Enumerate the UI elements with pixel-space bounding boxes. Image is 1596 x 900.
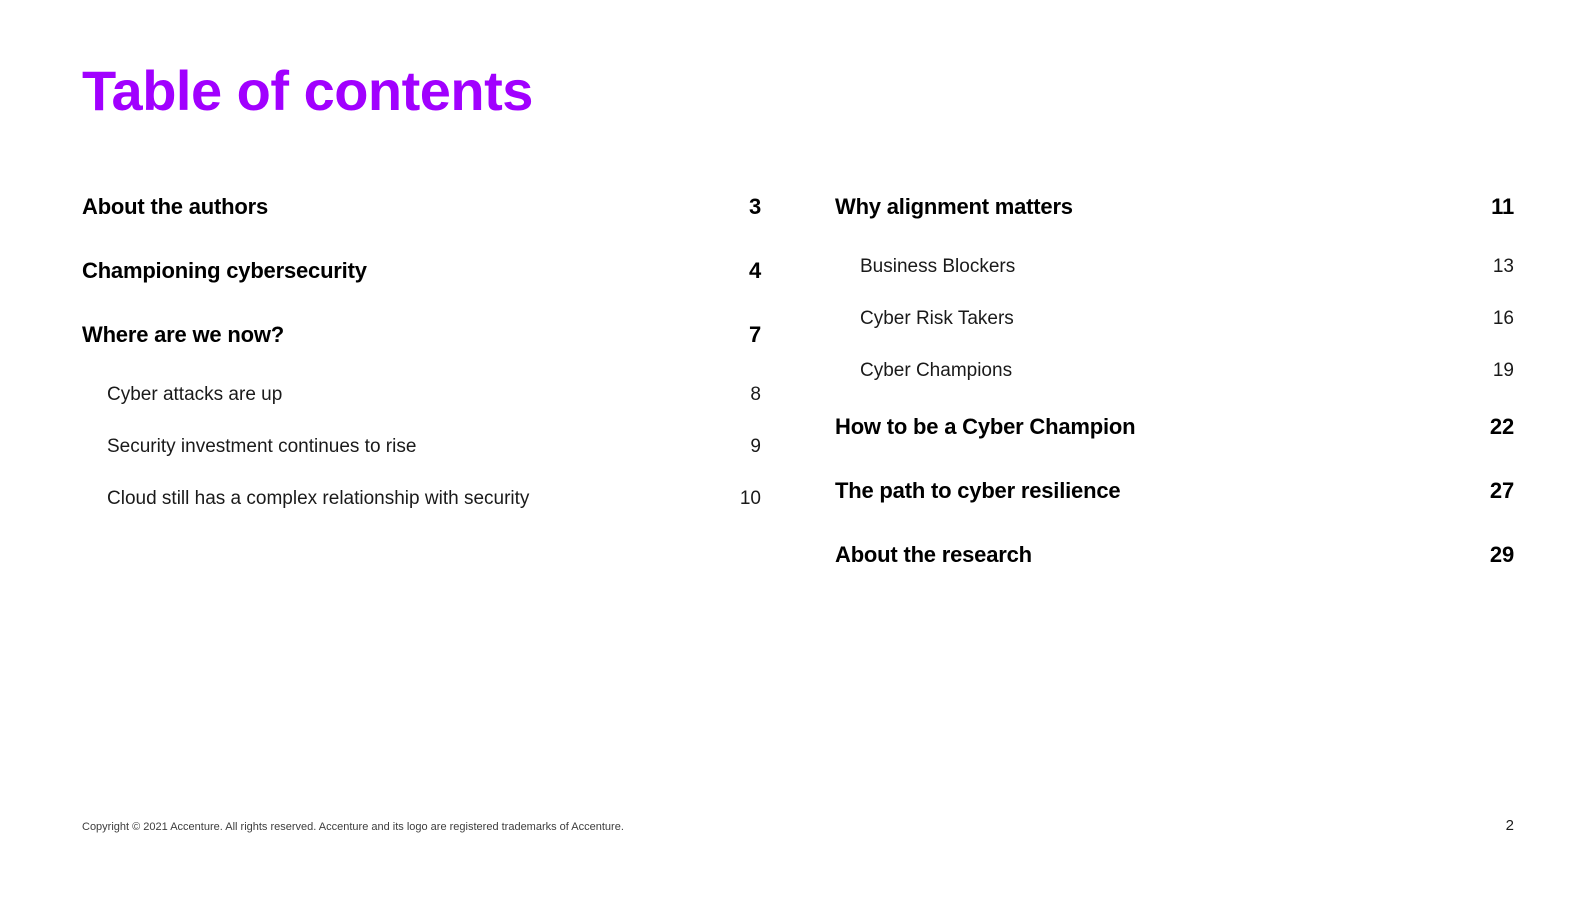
toc-entry-about-the-authors[interactable] [82, 186, 761, 250]
toc-entry-page: 4 [748, 258, 761, 283]
copyright-notice: Copyright © 2021 Accenture. All rights reserved. Accenture and its logo are registered trademarks of Accenture. [82, 821, 624, 833]
toc-entry-page: 7 [748, 322, 761, 347]
toc-columns [82, 186, 1514, 598]
toc-entry-page: 22 [1489, 414, 1514, 439]
toc-entry-label: Cyber attacks are up [107, 384, 283, 405]
toc-entry-page: 13 [1492, 256, 1514, 277]
toc-entry-page: 19 [1492, 360, 1514, 381]
toc-entry-business-blockers[interactable] [835, 250, 1514, 302]
toc-entry-label: Where are we now? [82, 322, 284, 347]
toc-entry-where-are-we-now[interactable] [82, 314, 761, 378]
toc-entry-about-the-research[interactable] [835, 534, 1514, 598]
toc-column-left [82, 186, 761, 598]
toc-entry-cyber-attacks-are-up[interactable] [82, 378, 761, 430]
toc-entry-security-investment-continues-to-rise[interactable] [82, 430, 761, 482]
page-footer [82, 817, 1514, 834]
toc-entry-label: Why alignment matters [835, 194, 1073, 219]
toc-entry-label: Cyber Risk Takers [860, 308, 1014, 329]
toc-entry-how-to-be-a-cyber-champion[interactable] [835, 406, 1514, 470]
toc-entry-label: About the authors [82, 194, 269, 219]
toc-entry-page: 10 [739, 488, 761, 509]
toc-entry-page: 3 [748, 194, 761, 219]
toc-entry-why-alignment-matters[interactable] [835, 186, 1514, 250]
page-title: Table of contents [82, 59, 533, 122]
toc-entry-label: How to be a Cyber Champion [835, 414, 1136, 439]
toc-entry-page: 27 [1489, 478, 1514, 503]
toc-entry-cyber-champions[interactable] [835, 354, 1514, 406]
toc-entry-page: 11 [1491, 194, 1514, 219]
toc-entry-the-path-to-cyber-resilience[interactable] [835, 470, 1514, 534]
toc-entry-page: 9 [750, 436, 761, 457]
page-number: 2 [1505, 817, 1514, 834]
toc-entry-page: 16 [1492, 308, 1514, 329]
toc-entry-championing-cybersecurity[interactable] [82, 250, 761, 314]
toc-entry-cyber-risk-takers[interactable] [835, 302, 1514, 354]
toc-entry-cloud-still-has-a-complex-relationship-with-security[interactable] [82, 482, 761, 534]
toc-entry-label: Championing cybersecurity [82, 258, 367, 283]
toc-entry-label: Security investment continues to rise [107, 436, 417, 457]
toc-entry-label: Cloud still has a complex relationship with security [107, 488, 530, 509]
toc-entry-label: Cyber Champions [860, 360, 1013, 381]
toc-entry-label: The path to cyber resilience [835, 478, 1121, 503]
toc-entry-label: Business Blockers [860, 256, 1016, 277]
toc-entry-page: 29 [1489, 542, 1514, 567]
toc-column-right [835, 186, 1514, 598]
toc-entry-label: About the research [835, 542, 1032, 567]
toc-entry-page: 8 [750, 384, 761, 405]
